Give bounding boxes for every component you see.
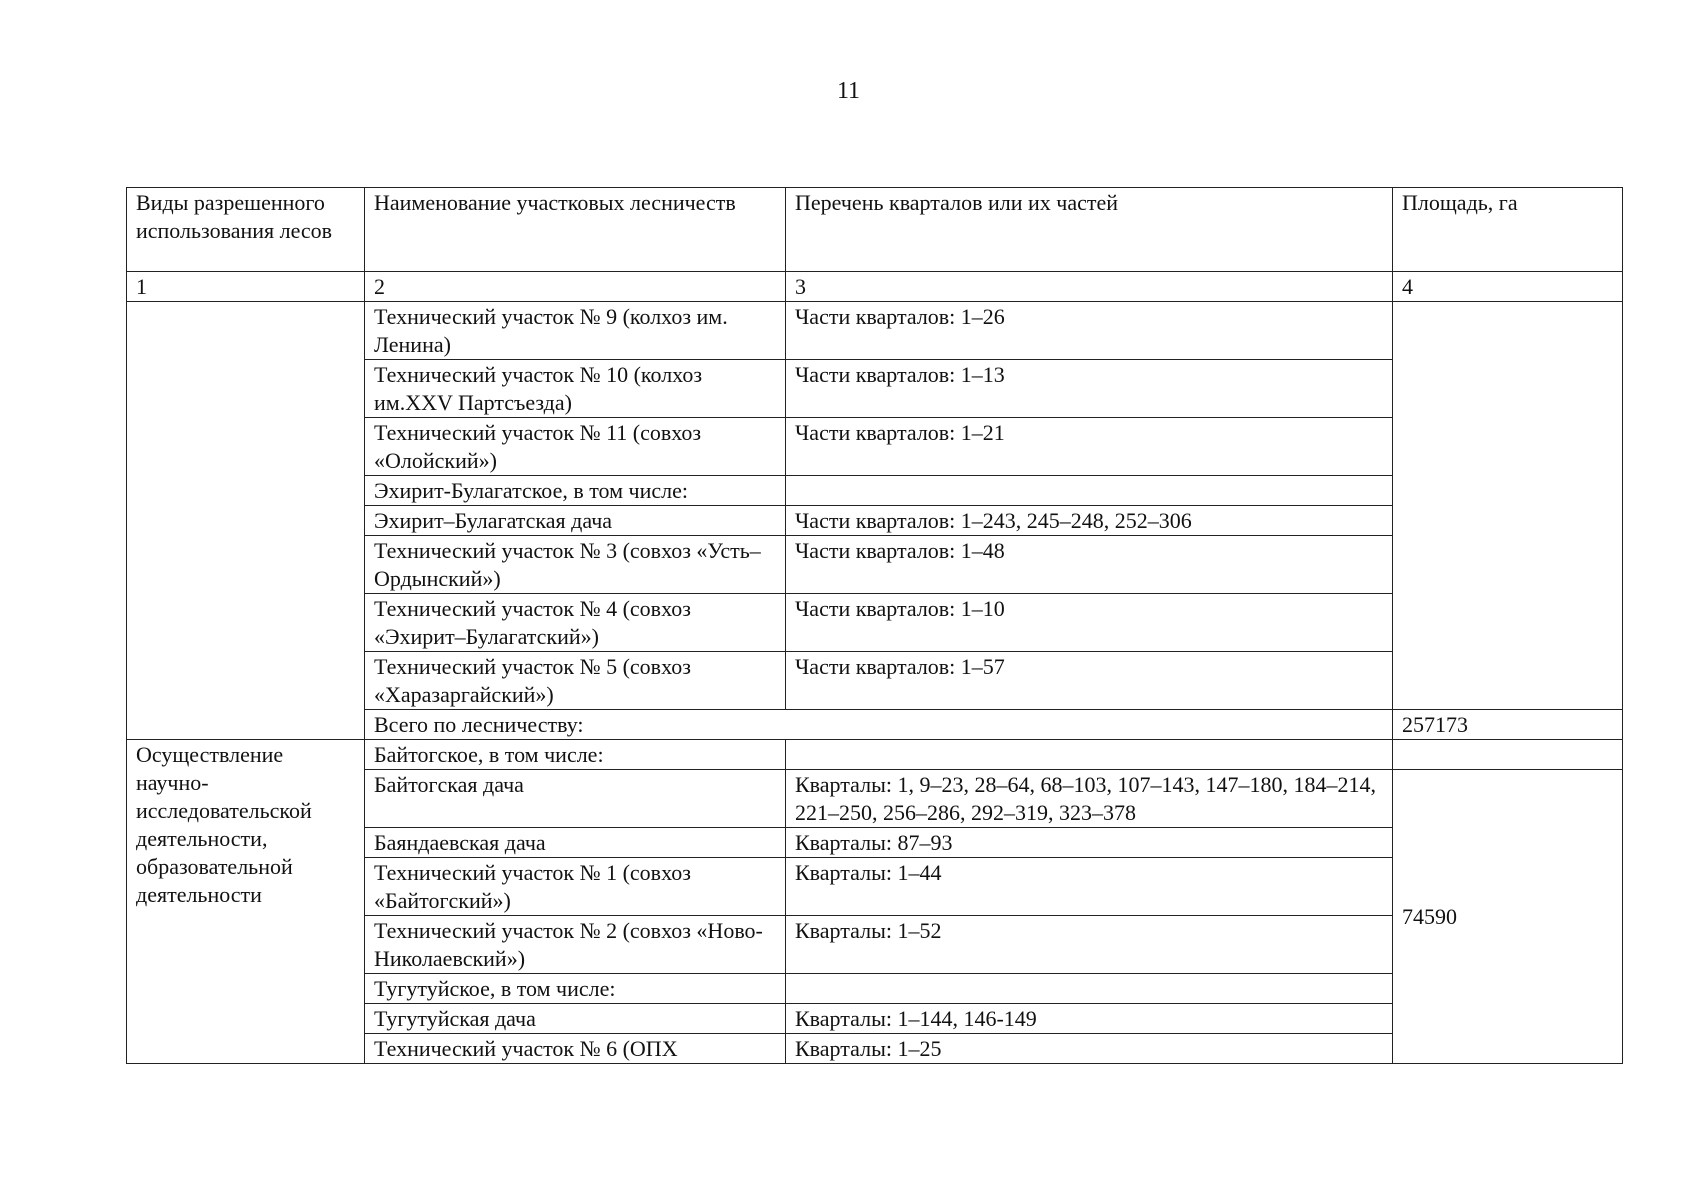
quarters-cell: Части кварталов: 1–57 (786, 652, 1393, 710)
quarters-cell: Кварталы: 1–25 (786, 1034, 1393, 1064)
forestry-name-cell: Эхирит–Булагатская дача (365, 506, 786, 536)
forestry-name-cell: Технический участок № 9 (колхоз им. Ленина) (365, 302, 786, 360)
header-use-type: Виды разрешенного использования лесов (127, 188, 365, 272)
quarters-cell: Кварталы: 1–144, 146-149 (786, 1004, 1393, 1034)
column-number-row (127, 272, 1623, 302)
forestry-name-cell: Тугутуйская дача (365, 1004, 786, 1034)
forestry-name-cell: Баяндаевская дача (365, 828, 786, 858)
quarters-cell (786, 740, 1393, 770)
quarters-cell (786, 476, 1393, 506)
quarters-cell: Части кварталов: 1–26 (786, 302, 1393, 360)
forestry-name-cell: Технический участок № 4 (совхоз «Эхирит–Булагатский») (365, 594, 786, 652)
use-type-cell: Осуществление научно-исследовательской деятельности, образовательной деятельности (127, 740, 365, 1064)
forestry-name-cell: Технический участок № 11 (совхоз «Олойский») (365, 418, 786, 476)
header-area: Площадь, га (1393, 188, 1623, 272)
quarters-cell: Части кварталов: 1–10 (786, 594, 1393, 652)
quarters-cell: Части кварталов: 1–48 (786, 536, 1393, 594)
column-number: 3 (786, 272, 1393, 302)
forestry-name-cell: Байтогская дача (365, 770, 786, 828)
area-cell-empty (1393, 302, 1623, 710)
header-row (127, 188, 1623, 272)
forestry-name-cell: Эхирит-Булагатское, в том числе: (365, 476, 786, 506)
use-type-cell-empty (127, 302, 365, 740)
total-area: 257173 (1393, 710, 1623, 740)
forestry-name-cell: Тугутуйское, в том числе: (365, 974, 786, 1004)
quarters-cell: Части кварталов: 1–243, 245–248, 252–306 (786, 506, 1393, 536)
table-row (127, 302, 1623, 360)
quarters-cell: Части кварталов: 1–21 (786, 418, 1393, 476)
header-forestry-name: Наименование участковых лесничеств (365, 188, 786, 272)
forestry-name-cell: Технический участок № 1 (совхоз «Байтогский») (365, 858, 786, 916)
quarters-cell (786, 974, 1393, 1004)
quarters-cell: Кварталы: 1–52 (786, 916, 1393, 974)
forestry-name-cell: Байтогское, в том числе: (365, 740, 786, 770)
quarters-cell: Кварталы: 1, 9–23, 28–64, 68–103, 107–143, 147–180, 184–214, 221–250, 256–286, 292–319, 323–378 (786, 770, 1393, 828)
forestry-name-cell: Технический участок № 5 (совхоз «Харазаргайский») (365, 652, 786, 710)
header-quarters-list: Перечень кварталов или их частей (786, 188, 1393, 272)
forestry-name-cell: Технический участок № 2 (совхоз «Ново-Николаевский») (365, 916, 786, 974)
quarters-cell: Части кварталов: 1–13 (786, 360, 1393, 418)
forestry-name-cell: Технический участок № 3 (совхоз «Усть–Ордынский») (365, 536, 786, 594)
column-number: 4 (1393, 272, 1623, 302)
quarters-cell: Кварталы: 87–93 (786, 828, 1393, 858)
forestry-name-cell: Технический участок № 10 (колхоз им.XXV Партсъезда) (365, 360, 786, 418)
forest-use-table (126, 187, 1623, 1064)
column-number: 1 (127, 272, 365, 302)
forestry-name-cell: Технический участок № 6 (ОПХ (365, 1034, 786, 1064)
quarters-cell: Кварталы: 1–44 (786, 858, 1393, 916)
table-row (127, 740, 1623, 770)
total-label: Всего по лесничеству: (365, 710, 1393, 740)
area-cell: 74590 (1393, 770, 1623, 1064)
column-number: 2 (365, 272, 786, 302)
page-number: 11 (836, 78, 861, 104)
area-cell-empty (1393, 740, 1623, 770)
